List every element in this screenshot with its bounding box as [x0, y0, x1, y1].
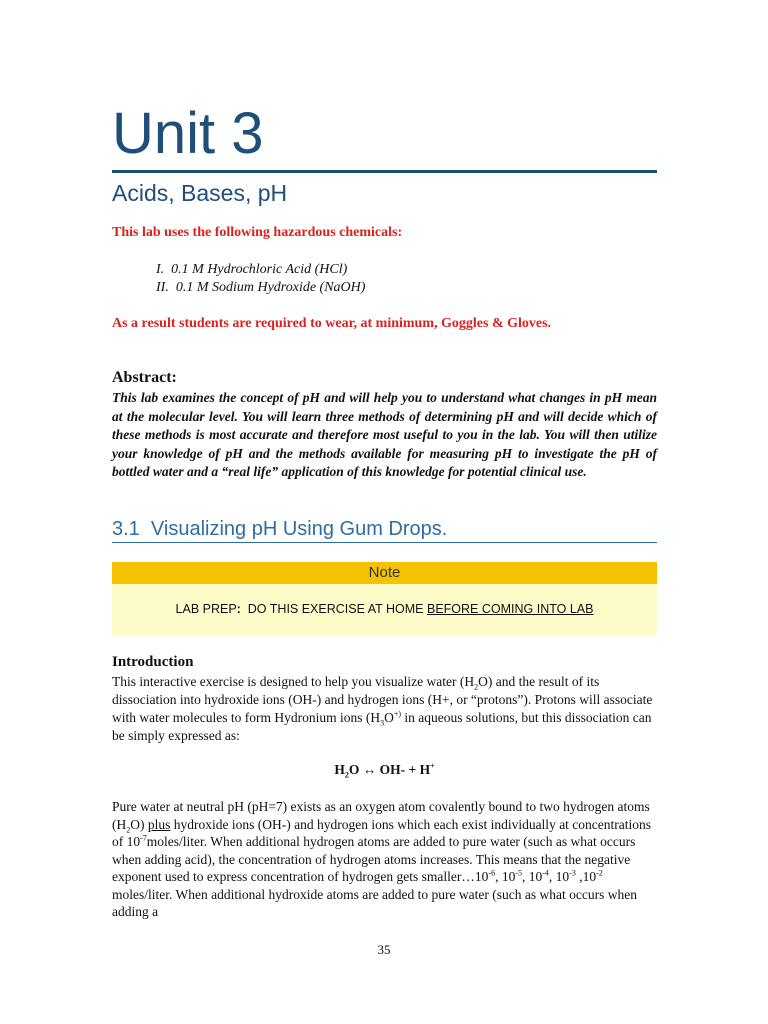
note-emphasis: BEFORE COMING INTO LAB [427, 602, 594, 616]
dissociation-equation: $H_2O$ ↔ OH- + H+ [334, 761, 435, 780]
safety-warning: As a result students are required to wear, at minimum, Goggles & Gloves. [112, 316, 552, 331]
section-heading: 3.1 Visualizing pH Using Gum Drops. [112, 518, 448, 540]
hazard-item-hcl: I. 0.1 M Hydrochloric Acid (HCl) [156, 262, 348, 277]
note-title: Note [112, 562, 657, 584]
section-divider [112, 542, 657, 543]
unit-title: Unit 3 [112, 101, 264, 166]
unit-subtitle: Acids, Bases, pH [112, 180, 288, 206]
hazard-item-naoh: II. 0.1 M Sodium Hydroxide (NaOH) [156, 280, 366, 295]
introduction-heading: Introduction [112, 654, 194, 670]
title-divider [112, 170, 657, 173]
ph-explanation-paragraph: Pure water at neutral pH (pH=7) exists as an oxygen atom covalently bound to two hydrogen atoms $(H_2O)$ plus hydroxide ions (OH-) and hydrogen ions which each exist individually at concentrations of $10^{-7}moles$/liter. When additional hydrogen atoms are added to pure water (such as what occurs when adding acid), the concentration of hydrogen atoms increases. This means that the negative exponent used to express concentration of hydrogen gets $smaller\dots 10^{-6}$, $10^{-5}$, $10^{-4}$, $10^{-3}$ $,10^{-2}$ moles/liter. When additional hydroxide atoms are added to pure water (such as what occurs when adding a [112, 799, 652, 919]
abstract-heading: Abstract: [112, 369, 177, 386]
note-text: DO THIS EXERCISE AT HOME [247, 602, 427, 616]
page-number: 35 [377, 942, 391, 957]
hazard-list [156, 261, 365, 297]
note-body [112, 584, 657, 635]
note-colon: : [236, 602, 248, 616]
abstract-body: This lab examines the concept of pH and will help you to understand what changes in pH mean at the molecular level. You will learn three methods of determining pH and will decide which of these methods is most accurate and therefore most useful to you in the lab. You will then utilize your knowledge of pH and the methods available for measuring pH to investigate the pH of bottled water and a “real life” application of this knowledge for potential clinical use. [112, 390, 657, 479]
note-prefix: LAB PREP [175, 602, 237, 616]
hazard-intro: This lab uses the following hazardous chemicals: [112, 225, 403, 240]
introduction-paragraph: This interactive exercise is designed to help you visualize water $(H_2O)$ and the result of its dissociation into hydroxide ions (OH-) and hydrogen ions (H+, or “protons”). Protons will associate with water molecules to form Hydronium ions ($H_3O^{+)}$ in aqueous solutions, but this dissociation can be simply expressed as: [112, 674, 653, 743]
